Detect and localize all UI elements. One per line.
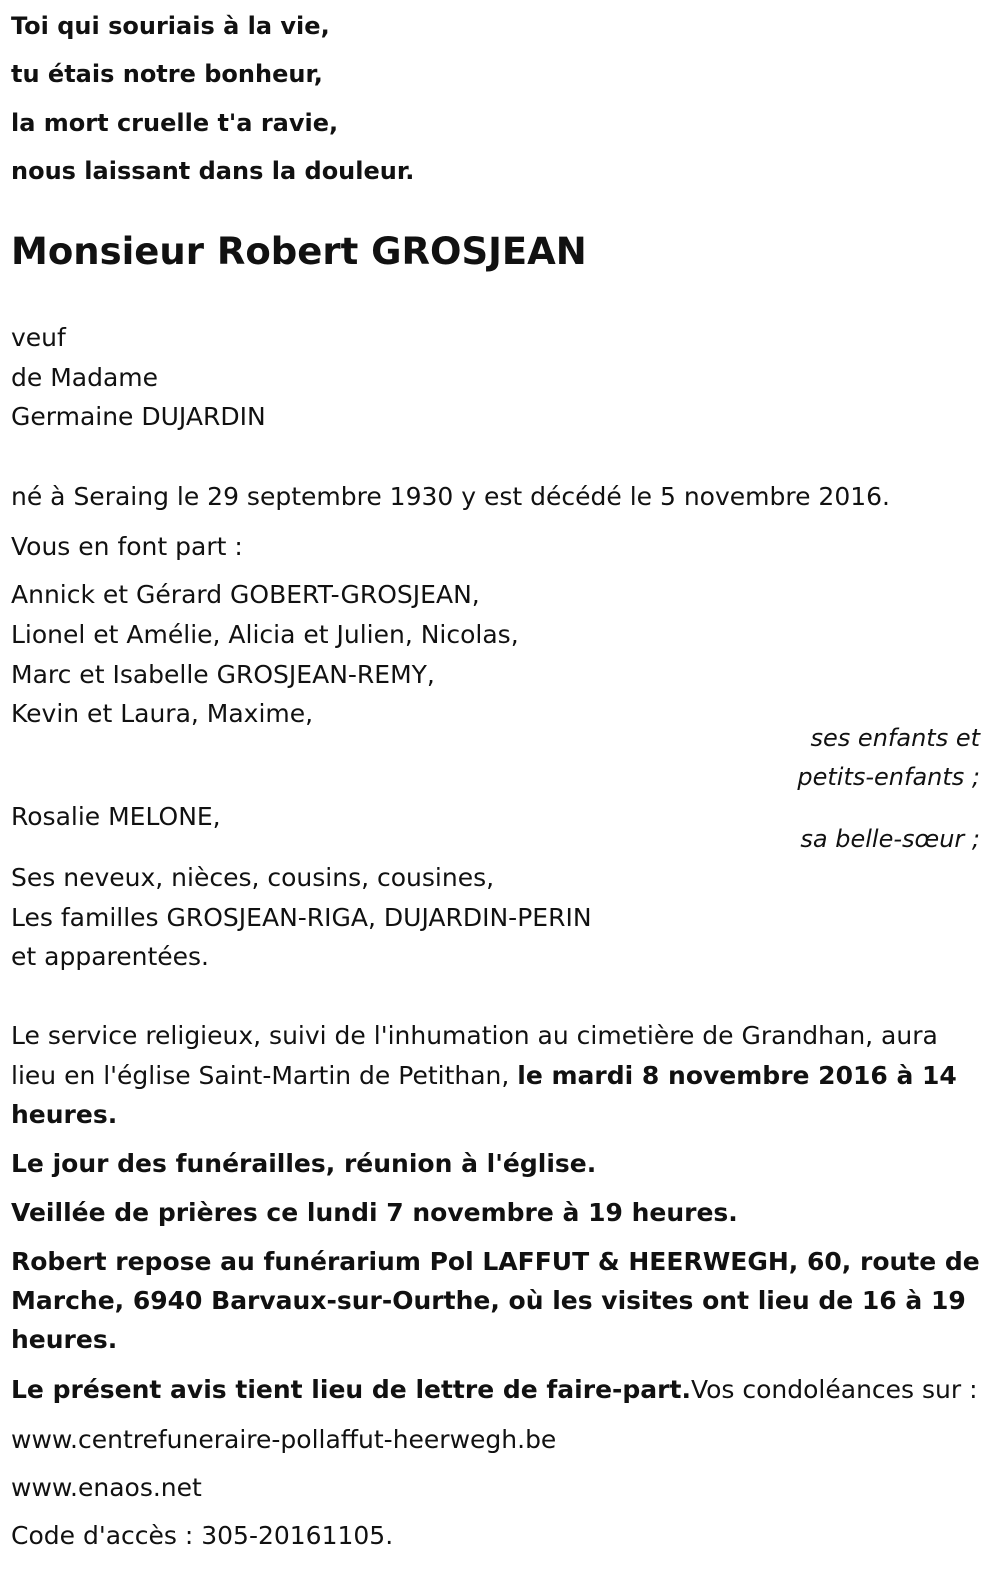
children-relation-line-1: ses enfants et	[810, 724, 980, 752]
poem-line-3: la mort cruelle t'a ravie,	[11, 109, 339, 137]
website-link-1[interactable]: www.centrefuneraire-pollaffut-heerwegh.be	[11, 1425, 557, 1454]
poem-line-4: nous laissant dans la douleur.	[11, 157, 415, 185]
birth-death-text: né à Seraing le 29 septembre 1930 y est décédé le 5 novembre 2016.	[11, 482, 890, 511]
spouse-line-2: de Madame	[11, 363, 159, 392]
spouse-line-1: veuf	[11, 323, 66, 352]
repose-line-1: Robert repose au funérarium Pol LAFFUT & HEERWEGH, 60, route de	[11, 1247, 980, 1276]
sister-in-law: Rosalie MELONE,	[11, 802, 221, 831]
family-line-2: Les familles GROSJEAN-RIGA, DUJARDIN-PERIN	[11, 903, 592, 932]
children-line-3: Marc et Isabelle GROSJEAN-REMY,	[11, 660, 435, 689]
service-line-2	[11, 1061, 957, 1091]
spouse-line-3: Germaine DUJARDIN	[11, 402, 266, 431]
service-line-3: heures.	[11, 1100, 118, 1129]
website-1[interactable]	[11, 1425, 556, 1455]
service-location: lieu en l'église Saint-Martin de Petithan,	[11, 1061, 518, 1090]
children-line-1: Annick et Gérard GOBERT-GROSJEAN,	[11, 580, 480, 609]
service-line-1: Le service religieux, suivi de l'inhumation au cimetière de Grandhan, aura	[11, 1021, 938, 1050]
repose-line-3: heures.	[11, 1325, 118, 1354]
poem-line-2: tu étais notre bonheur,	[11, 60, 323, 88]
deceased-name: Monsieur Robert GROSJEAN	[11, 230, 587, 273]
repose-line-2: Marche, 6940 Barvaux-sur-Ourthe, où les visites ont lieu de 16 à 19	[11, 1286, 966, 1315]
announce-intro: Vous en font part :	[11, 532, 243, 561]
children-line-2: Lionel et Amélie, Alicia et Julien, Nicolas,	[11, 620, 519, 649]
family-line-3: et apparentées.	[11, 942, 209, 971]
poem-line-1: Toi qui souriais à la vie,	[11, 12, 330, 40]
children-relation-line-2: petits-enfants ;	[797, 763, 980, 791]
notice-line	[11, 1375, 978, 1405]
website-link-2[interactable]: www.enaos.net	[11, 1473, 202, 1502]
vigil-text: Veillée de prières ce lundi 7 novembre à 19 heures.	[11, 1198, 738, 1227]
access-code: Code d'accès : 305-20161105.	[11, 1521, 394, 1550]
service-date: le mardi 8 novembre 2016 à 14	[517, 1061, 957, 1090]
notice-text: Le présent avis tient lieu de lettre de faire-part.	[11, 1375, 691, 1404]
children-line-4: Kevin et Laura, Maxime,	[11, 699, 314, 728]
family-line-1: Ses neveux, nièces, cousins, cousines,	[11, 863, 495, 892]
website-2[interactable]	[11, 1473, 202, 1503]
meeting-text: Le jour des funérailles, réunion à l'église.	[11, 1149, 597, 1178]
sister-in-law-relation: sa belle-sœur ;	[800, 825, 980, 853]
condolences-intro: Vos condoléances sur :	[690, 1375, 978, 1404]
